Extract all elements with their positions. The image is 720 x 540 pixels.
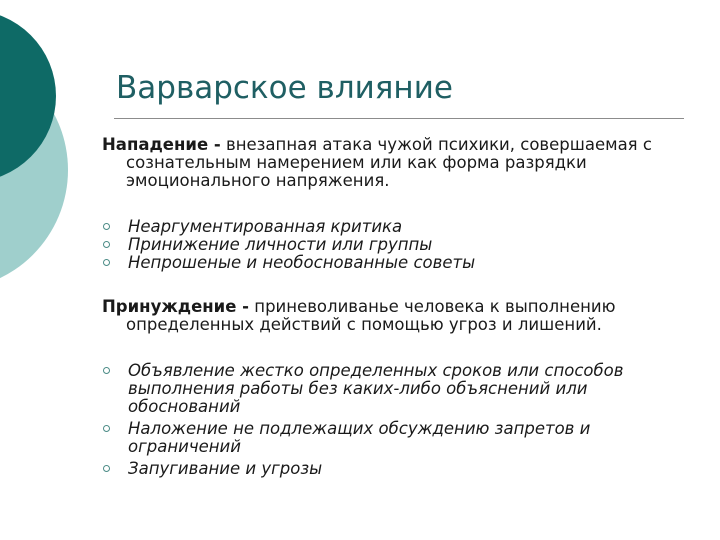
list-item: Наложение не подлежащих обсуждению запретов и ограничений	[102, 420, 692, 456]
circle-bullet-icon	[103, 367, 110, 374]
list-item: Непрошеные и необоснованные советы	[102, 254, 692, 272]
definition-coercion-text: приневоливанье человека к выполнению определенных действий с помощью угроз и лишений.	[126, 297, 616, 334]
title-divider	[114, 118, 684, 119]
slide-content	[102, 136, 692, 482]
definition-attack-text: внезапная атака чужой психики, совершаемая с сознательным намерением или как форма разрядки эмоционального напряжения.	[126, 135, 652, 190]
term-coercion: Принуждение -	[102, 297, 250, 316]
attack-examples-list	[102, 218, 692, 272]
light-teal-circle	[0, 50, 68, 290]
list-item: Принижение личности или группы	[102, 236, 692, 254]
circle-bullet-icon	[103, 241, 110, 248]
circle-bullet-icon	[103, 259, 110, 266]
definition-attack	[102, 136, 692, 190]
list-item: Запугивание и угрозы	[102, 460, 692, 478]
list-item: Объявление жестко определенных сроков или способов выполнения работы без каких-либо объяснений или обоснований	[102, 362, 692, 416]
definition-coercion	[102, 298, 692, 334]
term-attack: Нападение -	[102, 135, 221, 154]
coercion-examples-list	[102, 362, 692, 478]
dark-teal-circle	[0, 10, 56, 182]
list-item: Неаргументированная критика	[102, 218, 692, 236]
circle-bullet-icon	[103, 223, 110, 230]
circle-bullet-icon	[103, 425, 110, 432]
circle-bullet-icon	[103, 465, 110, 472]
slide-title: Варварское влияние	[116, 70, 453, 106]
